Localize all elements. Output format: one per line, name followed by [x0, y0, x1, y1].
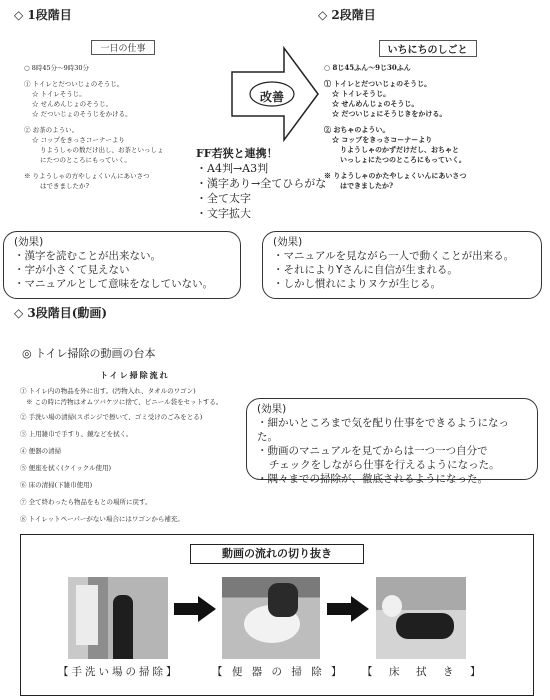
photo-floor-wiping	[376, 577, 466, 659]
ff-item: ・ 漢字あり→全てひらがな	[196, 176, 326, 191]
ff-title: FF若狭と連携！	[196, 147, 278, 160]
effect-item: ・ 漢字を読むことが出来ない。	[14, 249, 230, 263]
stage3-heading: ◇ 3段階目(動画)	[14, 306, 108, 320]
caption-hand-wash: 【手洗い場の掃除】	[58, 666, 180, 678]
doc-line: ☆ トイレそうじ。	[332, 89, 391, 98]
effect-item: ・ マニュアルを見ながら一人で動くことが出来る。	[273, 249, 531, 263]
doc-line: ○ 8時45分～9時30分	[24, 64, 90, 72]
effect-item-continuation: チェックをしながら仕事を行えるようになった。	[269, 459, 500, 471]
effect-heading: (効果)	[14, 236, 44, 248]
effect-box-stage2	[262, 231, 542, 299]
script-subheading: ◎ トイレ掃除の動画の台本	[22, 347, 156, 360]
caption-toilet: 【 便 器 の 掃 除 】	[212, 666, 345, 678]
stage2-doc-title: いちにちのしごと	[379, 40, 477, 57]
doc-line: ※ りようしゃの方やしょくいんにあいさつ	[24, 172, 150, 180]
stage1-heading: ◇ 1段階目	[14, 8, 72, 22]
doc-line: ① トイレとだついじょのそうじ。	[324, 79, 432, 88]
script-line: ③ 上用雑巾で手すり、鏡などを拭く。	[20, 430, 133, 438]
doc-line: りようしゃのかずだけだし、おちゃと	[340, 145, 459, 154]
stage2-heading: ◇ 2段階目	[318, 8, 376, 22]
doc-line: ☆ コップをきっさコーナーより	[332, 135, 433, 144]
doc-line: ☆ だついじょにそうじきをかける。	[332, 109, 447, 118]
effect-heading: (効果)	[257, 403, 287, 415]
doc-line: ☆ コップをきっさコーナーより	[32, 136, 125, 144]
ff-collaboration	[196, 146, 326, 221]
doc-line: ※ りようしゃのかたやしょくいんにあいさつ	[324, 171, 467, 180]
script-line: ④ 便器の清掃	[20, 447, 62, 455]
video-flow-title: 動画の流れの切り抜き	[190, 544, 364, 564]
script-line: ⑧ トイレットペーパーがない場合にはワゴンから補充。	[20, 515, 184, 523]
script-title: トイレ掃除流れ	[100, 370, 170, 380]
effect-item: ・ 細かいところまで気を配り仕事をできるようになった。	[257, 416, 527, 444]
script-line: ⑥ 床の清掃(下雑巾使用)	[20, 481, 93, 489]
doc-line: はできましたか?	[340, 181, 394, 190]
script-line: ⑤ 便座を拭く(クイックル使用)	[20, 464, 111, 472]
doc-line: にたつのところにもっていく。	[40, 156, 131, 164]
doc-line: ☆ せんめんじょのそうじ。	[332, 99, 419, 108]
effect-item: ・ それによりYさんに自信が生まれる。	[273, 263, 531, 277]
effect-box-stage1	[3, 231, 241, 299]
flow-arrow-icon	[327, 596, 369, 622]
photo-hand-wash-area	[68, 577, 168, 659]
script-line: ※ この時に汚物はオムツバケツに捨て、ビニール袋をセットする。	[26, 398, 223, 406]
doc-line: ☆ せんめんじょのそうじ。	[32, 100, 113, 108]
stage1-doc-title: 一日の仕事	[91, 40, 154, 55]
doc-line: ② お茶のようい。	[24, 126, 79, 134]
doc-line: はできましたか?	[40, 182, 89, 190]
doc-line: ☆ トイレそうじ。	[32, 90, 86, 98]
effect-box-stage3	[246, 398, 538, 485]
doc-line: ☆ だついじょのそうじをかける。	[32, 110, 132, 118]
doc-line: ② おちゃのようい。	[324, 125, 390, 134]
doc-line: いっしょにたつのところにもっていく。	[340, 155, 466, 164]
stage2-document	[320, 26, 535, 201]
script-line: ② 手洗い場の清掃(スポンジで擦いて、ゴミ受けのごみをとる)	[20, 413, 203, 421]
photo-toilet-cleaning	[222, 577, 320, 659]
ff-item: ・ 全て太字	[196, 191, 326, 206]
doc-line: ○ 8じ45ふん～9じ30ふん	[324, 63, 411, 72]
effect-item: ・ 隅々までの掃除が、徹底されるようになった。	[257, 472, 527, 486]
doc-line: ① トイレとだついじょのそうじ。	[24, 80, 124, 88]
improvement-label: 改善	[259, 90, 284, 104]
effect-item: ・ 字が小さくて見えない	[14, 263, 230, 277]
script-line: ⑦ 全て終わったら物品をもとの場所に戻す。	[20, 498, 152, 506]
caption-floor: 【 床 拭 き 】	[362, 666, 484, 678]
effect-item: ・ しかし慣れによりヌケが生じる。	[273, 277, 531, 291]
script-line: ① トイレ内の物品を外に出す。(汚物入れ、タオルのワゴン)	[20, 387, 196, 395]
effect-item: ・ 動画のマニュアルを見てからは一つ一つ自分で	[257, 444, 527, 458]
effect-heading: (効果)	[273, 236, 303, 248]
ff-item: ・ 文字拡大	[196, 206, 326, 221]
doc-line: りようしゃの数だけ出し、お茶といっしょ	[40, 146, 164, 154]
flow-arrow-icon	[174, 596, 216, 622]
effect-item: ・ マニュアルとして意味をなしていない。	[14, 277, 230, 291]
ff-item: ・ A4判→A3判	[196, 161, 326, 176]
script-list	[20, 385, 222, 526]
